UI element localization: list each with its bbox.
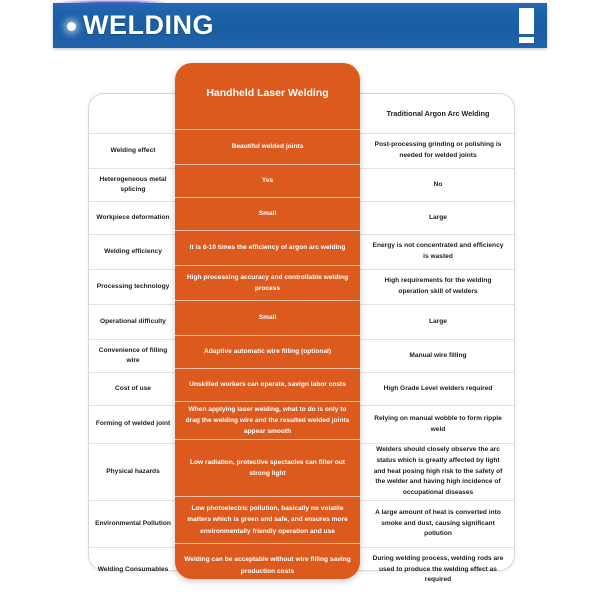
- row-label: Heterogeneous metal splicing: [99, 175, 167, 193]
- row-traditional-value: A large amount of heat is converted into smoke and dust, causing significant pollution: [375, 508, 501, 538]
- row-highlight-value: Low radiation, protective spectacles can filter out strong light: [175, 439, 360, 496]
- dot-icon: [67, 22, 76, 31]
- banner-bar: [53, 3, 547, 48]
- exclamation-mark-dot: [519, 37, 534, 43]
- page-header-banner: [53, 3, 547, 48]
- exclamation-mark-bar: [519, 8, 534, 34]
- row-highlight-value: High processing accuracy and controllable welding process: [175, 265, 360, 300]
- row-traditional-value: High requirements for the welding operation skill of welders: [384, 277, 492, 295]
- highlight-column-header: Handheld Laser Welding: [206, 87, 329, 99]
- row-traditional-value: Relying on manual wobble to form ripple weld: [374, 414, 502, 433]
- row-label: Convenience of filling wire: [98, 346, 168, 364]
- row-label: Environmental Pollution: [95, 519, 171, 527]
- row-label: Workpiece deformation: [96, 213, 170, 221]
- row-label: Welding Consumables: [97, 565, 169, 573]
- row-label: Welding effect: [110, 146, 156, 154]
- row-label: Forming of welded joint: [95, 420, 171, 428]
- table-header-traditional-cell: Traditional Argon Arc Welding: [386, 108, 490, 118]
- row-highlight-value: Yes: [175, 164, 360, 197]
- row-label: Processing technology: [96, 282, 170, 290]
- row-label: Physical hazards: [106, 467, 160, 475]
- row-traditional-value: During welding process, welding rods are used to produce the welding effect as required: [372, 554, 504, 584]
- row-highlight-value: Adaptive automatic wire filling (optional): [175, 335, 360, 368]
- row-highlight-value: It is 6-10 times the efficiency of argon arc welding: [175, 230, 360, 265]
- row-traditional-value: Post-processing grinding or polishing is needed for welded joints: [374, 141, 502, 159]
- row-highlight-value: Beautiful welded joints: [175, 129, 360, 164]
- row-traditional-value: Energy is not concentrated and efficiency is wasted: [372, 242, 504, 260]
- row-highlight-value: Small: [175, 300, 360, 335]
- row-label: Welding efficiency: [104, 247, 162, 255]
- row-highlight-value: Unskilled workers can operate, savign labor costs: [175, 368, 360, 401]
- row-traditional-value: High Grade Level welders required: [383, 384, 493, 392]
- row-highlight-value: Low photoelectric pollution, basically no volatile matters which is green and safe, and ensures more environmentally friendly operation and use: [175, 496, 360, 543]
- row-highlight-value: When applying laser welding, what to do is only to drag the welding wire and the resulted welded joints appear smooth: [175, 401, 360, 439]
- row-traditional-value: Manual wire filling: [409, 351, 467, 359]
- row-traditional-value: Large: [429, 317, 447, 325]
- row-highlight-value: Welding can be acceptable without wire filling saving production costs: [175, 543, 360, 579]
- row-label: Cost of use: [115, 384, 151, 392]
- row-traditional-value: Welders should closely observe the arc status which is greatly affected by light and heat posing high risk to the safety of the welder and having high incidence of occupational diseases: [373, 445, 503, 497]
- table-header-label-cell: [89, 94, 177, 133]
- highlight-column-handheld-laser-welding: [175, 63, 360, 579]
- page-title: WELDING: [83, 10, 214, 40]
- row-highlight-value: Small: [175, 197, 360, 230]
- row-traditional-value: Large: [429, 213, 447, 221]
- row-label: Operational difficulty: [100, 317, 166, 325]
- row-traditional-value: No: [433, 180, 443, 188]
- exclamation-mark-icon: [519, 8, 534, 43]
